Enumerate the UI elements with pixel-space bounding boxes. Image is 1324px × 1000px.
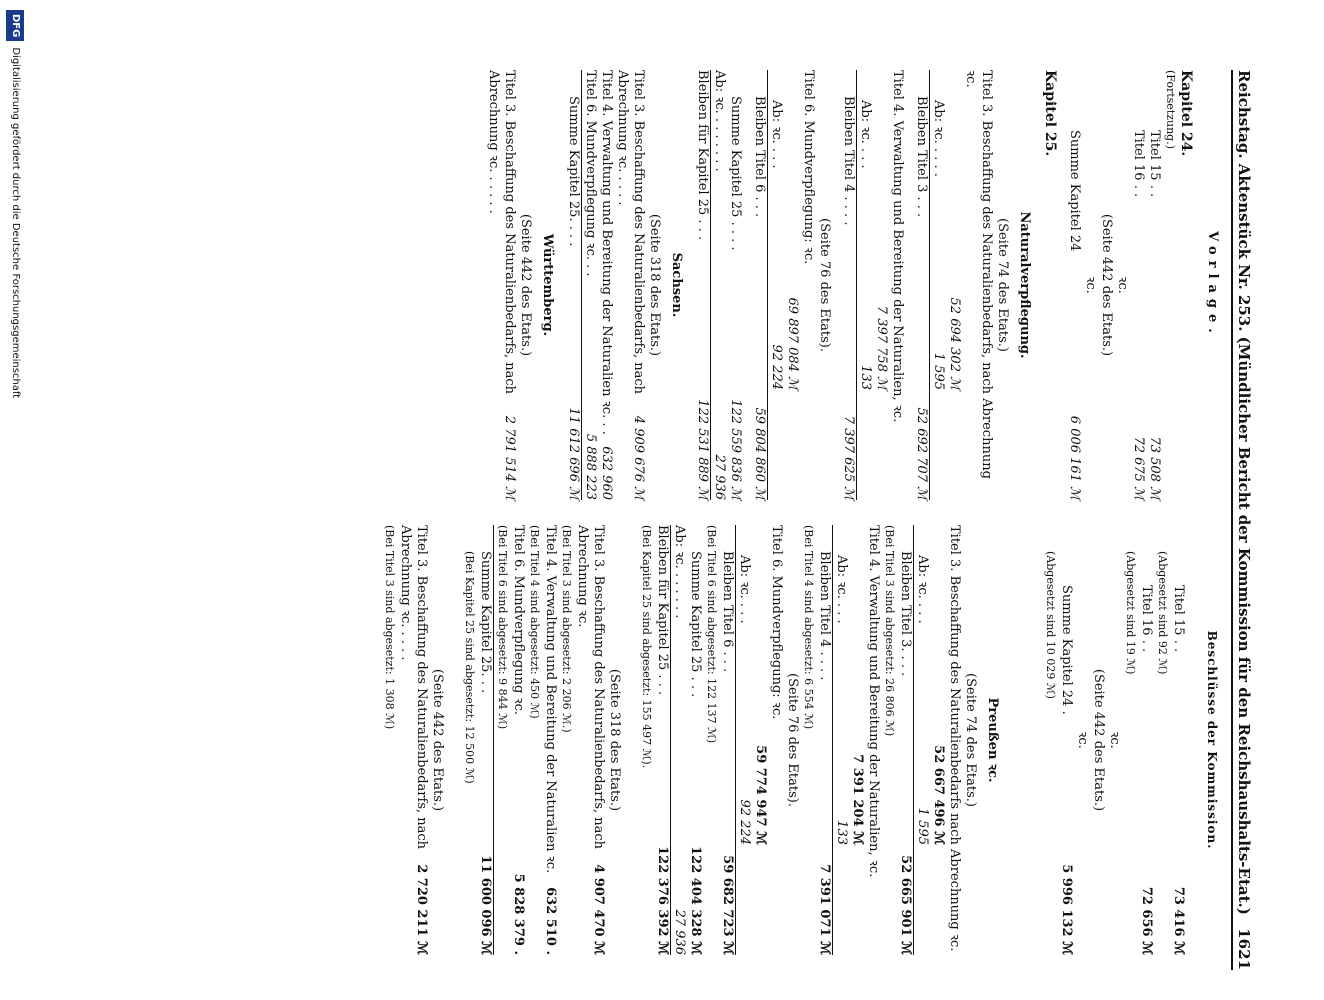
table-row: Titel 6. Mundverpflegung ꝛc. . . 5 888 223 xyxy=(583,70,598,500)
beschluesse-column xyxy=(381,525,1224,955)
section-title: Württemberg. xyxy=(540,233,555,337)
etc-mark: ꝛc. xyxy=(1107,731,1122,749)
deduction-note: (Bei Kapitel 25 sind abgesetzt: 155 497 ℳ). xyxy=(640,525,653,769)
titel-3-label: Titel 3. Beschaffung des Naturalienbedarfs, nach Abrechnung ꝛc. xyxy=(963,70,994,479)
table-row: Ab: ꝛc. . . . . . . . 27 936 xyxy=(712,70,727,500)
table-row: Titel 15 . . 73 508 ℳ xyxy=(1147,130,1162,500)
vorlage-column xyxy=(485,70,1224,500)
titel-3-label: Titel 3. Beschaffung des Naturalienbedarfs nach Abrechnung ꝛc. xyxy=(947,525,962,952)
digitization-footer xyxy=(6,10,24,990)
table-row: Ab: ꝛc. . . . . . . 27 936 xyxy=(672,525,687,955)
etat-reference: (Seite 442 des Etats.) xyxy=(518,213,533,357)
dfg-logo: DFG xyxy=(6,10,24,41)
table-row: 69 897 084 ℳ xyxy=(785,297,800,390)
titel-6-label: Titel 6. Mundverpflegung: ꝛc. xyxy=(769,525,784,720)
table-row: 52 667 496 ℳ xyxy=(931,745,946,845)
deduction-note: (Abgesetzt sind 92 ℳ) xyxy=(1156,551,1169,675)
titel-6-label: Titel 6. Mundverpflegung: ꝛc. xyxy=(801,70,816,265)
sum-row: Summe Kapitel 25 . . . 122 404 328 ℳ xyxy=(688,551,703,955)
etat-reference: (Seite 74 des Etats.) xyxy=(995,218,1010,352)
deduction-note: (Abgesetzt sind 10 029 ℳ) xyxy=(1044,551,1057,699)
etat-reference: (Seite 76 des Etats). xyxy=(817,218,832,352)
deduction-note: (Bei Titel 4 sind abgesetzt: 450 ℳ) xyxy=(528,525,541,719)
deduction-note: (Bei Titel 6 sind abgesetzt: 122 137 ℳ) xyxy=(705,525,718,744)
page-number: 1621 xyxy=(1235,928,1253,970)
deduction-note: (Bei Titel 4 sind abgesetzt: 6 554 ℳ) xyxy=(802,525,815,730)
deduction-note: (Abgesetzt sind 19 ℳ) xyxy=(1124,551,1137,675)
etat-reference: (Seite 318 des Etats.) xyxy=(607,668,622,812)
sum-row: Summe Kapitel 25 . . . . 122 559 836 ℳ xyxy=(728,96,743,500)
section-title: Preußen ꝛc. xyxy=(985,697,1000,783)
table-row: Titel 16 . . 72 656 ℳ xyxy=(1139,585,1154,955)
table-row: Titel 15 . . 73 416 ℳ xyxy=(1171,585,1186,955)
table-row: 59 774 947 ℳ xyxy=(753,745,768,845)
table-row: Titel 3. Beschaffung des Naturalienbedarfs, nach Abrechnung ꝛc. . . . . 4 909 676 ℳ xyxy=(615,70,646,500)
header-title: Reichstag. Aktenstück Nr. 253. (Mündlicher Bericht der Kommission für den Reichshaushalts-Etat.) xyxy=(1235,70,1253,915)
table-row: Titel 6. Mundverpflegung ꝛc. 5 828 379 . xyxy=(511,525,526,955)
beschluesse-heading: Beschlüsse der Kommission. xyxy=(1205,630,1219,850)
page-header xyxy=(1231,70,1256,970)
deduction-note: (Bei Titel 6 sind abgesetzt: 9 844 ℳ) xyxy=(496,525,509,730)
etc-mark: ꝛc. xyxy=(1075,731,1090,749)
sum-row: Bleiben Titel 6 . . . 59 804 860 ℳ xyxy=(751,70,768,500)
table-row: 7 391 204 ℳ xyxy=(850,754,865,845)
etat-reference: (Seite 74 des Etats.) xyxy=(963,673,978,807)
deduction-note: (Bei Titel 3 sind abgesetzt: 1 308 ℳ) xyxy=(383,525,396,730)
table-row: 52 694 302 ℳ xyxy=(947,297,962,390)
sum-row: Bleiben Titel 3. . . . 52 665 901 ℳ xyxy=(897,525,914,955)
etat-reference: (Seite 318 des Etats.) xyxy=(647,213,662,357)
vorlage-heading: Vorlage. xyxy=(1205,231,1220,339)
sum-row: Summe Kapitel 24 6 006 161 ℳ xyxy=(1067,130,1082,500)
section-title: Sachsen. xyxy=(669,252,684,318)
sum-row: Bleiben Titel 3 . . . 52 692 707 ℳ xyxy=(913,70,930,500)
table-row: Ab: ꝛc. . . . . 1 595 xyxy=(931,100,946,390)
titel-4-label: Titel 4. Verwaltung und Bereitung der Naturalien, ꝛc. xyxy=(866,525,881,878)
kapitel-24-subtitle: (Fortsetzung.) xyxy=(1164,70,1177,149)
section-title: Naturalverpflegung. xyxy=(1017,211,1032,359)
sum-row: Bleiben Titel 4 . . . . 7 391 071 ℳ xyxy=(816,525,833,955)
deduction-note: (Bei Kapitel 25 sind abgesetzt: 12 500 ℳ) xyxy=(463,551,476,784)
deduction-note: (Bei Titel 3 sind abgesetzt: 2 206 ℳ.) xyxy=(560,525,573,733)
table-row: Ab: ꝛc. . . . 1 595 xyxy=(915,555,930,845)
table-row: Titel 3. Beschaffung des Naturalienbedarfs, nach Abrechnung ꝛc. 4 907 470 ℳ xyxy=(575,525,606,955)
table-row: Titel 4. Verwaltung und Bereitung der Naturalien ꝛc. . . 632 960 xyxy=(599,70,614,500)
deduction-note: (Bei Titel 3 sind abgesetzt: 26 806 ℳ) xyxy=(883,525,896,737)
sum-row: Bleiben Titel 6 . . . 59 682 723 ℳ xyxy=(719,525,736,955)
table-row: Titel 4. Verwaltung und Bereitung der Naturalien ꝛc. 632 510 . xyxy=(543,525,558,955)
table-row: Ab: ꝛc. . . . 133 xyxy=(834,555,849,845)
table-row: Titel 3. Beschaffung des Naturalienbedarfs, nach Abrechnung ꝛc. . . . . . 2 791 514 ℳ xyxy=(486,70,517,500)
table-row: Titel 16 . . 72 675 ℳ xyxy=(1131,130,1146,500)
etat-reference: (Seite 442 des Etats.) xyxy=(1099,213,1114,357)
etat-reference: (Seite 442 des Etats.) xyxy=(430,668,445,812)
sum-row: Summe Kapitel 25. . . 11 600 096 ℳ xyxy=(477,525,494,955)
sum-row: Bleiben für Kapitel 25 . . . 122 531 889 ℳ xyxy=(695,70,710,500)
etat-reference: (Seite 442 des Etats.) xyxy=(1091,668,1106,812)
kapitel-25-title: Kapitel 25. xyxy=(1042,70,1058,157)
etat-reference: (Seite 76 des Etats). xyxy=(785,673,800,807)
kapitel-24-title: Kapitel 24. xyxy=(1178,70,1194,157)
sum-row: Bleiben für Kapitel 25 . . . 122 376 392 ℳ xyxy=(655,525,670,955)
sum-row: Bleiben Titel 4 . . . . 7 397 625 ℳ xyxy=(840,70,857,500)
table-row: Ab: ꝛc. . . . 92 224 xyxy=(737,555,752,845)
sum-row: Summe Kapitel 25. . . . 11 612 696 ℳ xyxy=(565,70,582,500)
titel-4-label: Titel 4. Verwaltung und Bereitung der Naturalien, ꝛc. xyxy=(890,70,905,423)
table-row: 7 397 758 ℳ xyxy=(874,305,889,390)
table-row: Ab: ꝛc. . . . 92 224 xyxy=(769,100,784,390)
etc-mark: ꝛc. xyxy=(1115,276,1130,294)
sum-row: Summe Kapitel 24 . 5 996 132 ℳ xyxy=(1059,585,1074,955)
footer-text: Digitalisierung gefördert durch die Deutsche Forschungsgemeinschaft xyxy=(10,47,21,399)
table-row: Ab: ꝛc. . . . 133 xyxy=(858,100,873,390)
table-row: Titel 3. Beschaffung des Naturalienbedarfs, nach Abrechnung ꝛc. . . . . 2 720 211 ℳ xyxy=(398,525,429,955)
etc-mark: ꝛc. xyxy=(1083,276,1098,294)
